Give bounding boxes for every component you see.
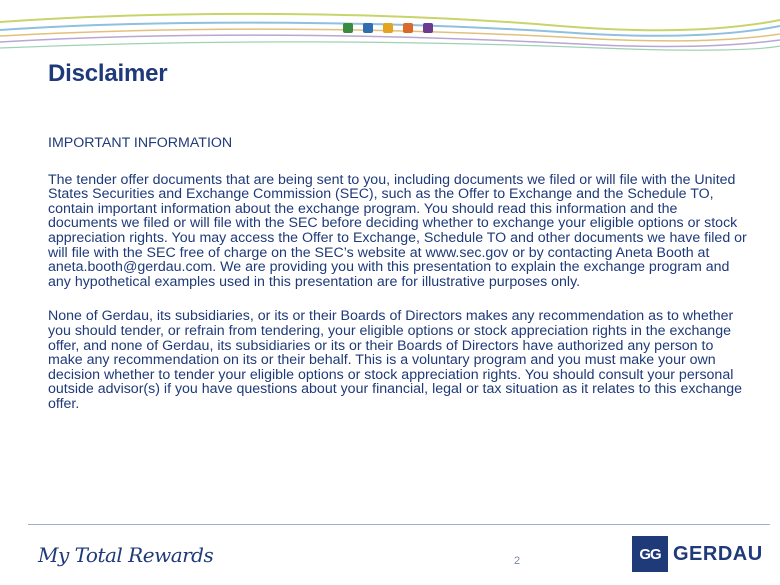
yellow-square bbox=[383, 23, 393, 33]
purple-square bbox=[423, 23, 433, 33]
gerdau-logo bbox=[632, 536, 763, 572]
page-title: Disclaimer bbox=[48, 60, 168, 87]
blue-square bbox=[363, 23, 373, 33]
disclaimer-body bbox=[48, 136, 748, 432]
footer-divider bbox=[28, 524, 770, 525]
green-square bbox=[343, 23, 353, 33]
orange-square bbox=[403, 23, 413, 33]
section-heading: IMPORTANT INFORMATION bbox=[48, 135, 233, 151]
page-number: 2 bbox=[514, 555, 521, 567]
gerdau-logo-mark: GG bbox=[632, 536, 668, 572]
paragraph-tender-offer: The tender offer documents that are being sent to you, including documents we filed or will file with the United States Securities and Exchange Commission (SEC), such as the Offer to Exchange and the Schedule TO, contain important information about the exchange program. You should read this information and the documents we filed or will file with the SEC before deciding whether to exchange your eligible options or stock appreciation rights. You may access the Offer to Exchange, Schedule TO and other documents we have filed or will file with the SEC free of charge on the SEC’s website at www.sec.gov or by contacting Aneta Booth at aneta.booth@gerdau.com. We are providing you with this presentation to explain the exchange program and any hypothetical examples used in this presentation are for illustrative purposes only. bbox=[48, 171, 747, 290]
color-squares bbox=[343, 23, 433, 33]
paragraph-no-recommendation: None of Gerdau, its subsidiaries, or its or their Boards of Directors makes any recommendation as to whether you should tender, or refrain from tendering, your eligible options or stock appreciation rights in the exchange offer, and none of Gerdau, its subsidiaries or its or their Boards of Directors have authorized any person to make any recommendation on its or their behalf. This is a voluntary program and you must make your own decision whether to tender your eligible options or stock appreciation rights. You should consult your personal outside advisor(s) if you have questions about your financial, legal or tax situation as it relates to this exchange offer. bbox=[48, 308, 743, 412]
gerdau-logo-text: GERDAU bbox=[673, 542, 763, 565]
footer-brand-logo: My Total Rewards bbox=[38, 543, 214, 567]
